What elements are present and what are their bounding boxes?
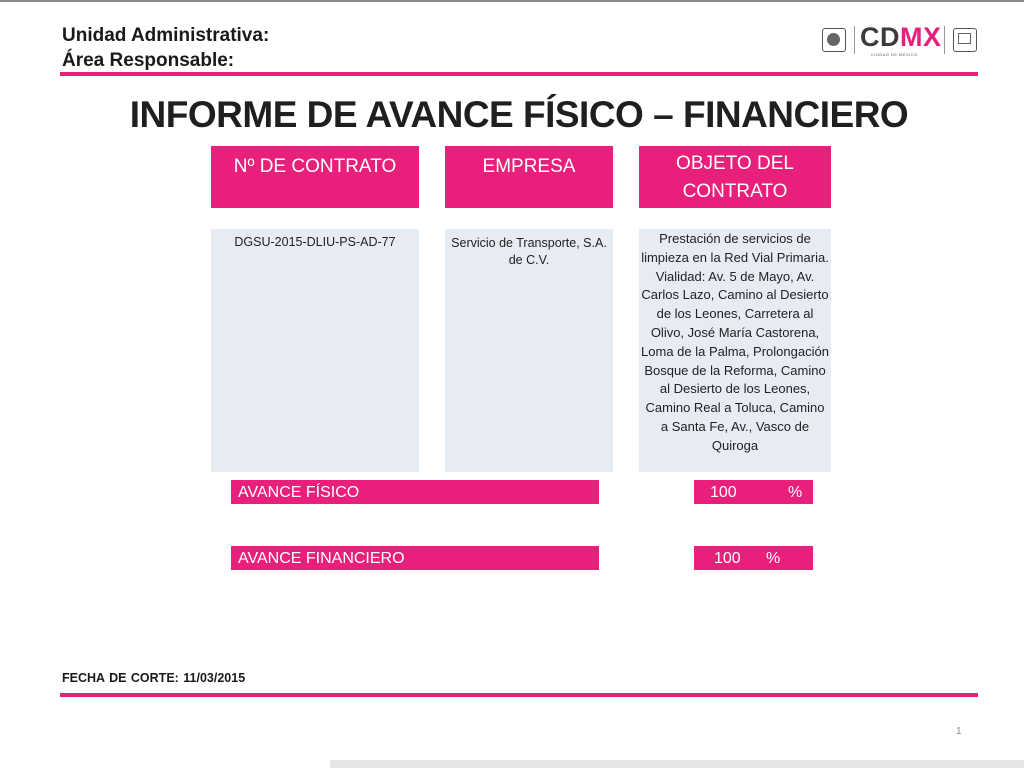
avance-financiero-number: 100	[714, 550, 741, 567]
unidad-administrativa-label: Unidad Administrativa:	[62, 25, 270, 46]
bottom-shadow	[330, 760, 1024, 768]
cdmx-logo: CDMX	[860, 22, 942, 52]
avance-financiero-unit: %	[766, 550, 781, 567]
avance-fisico-label: AVANCE FÍSICO	[231, 480, 599, 504]
avance-fisico-number: 100	[710, 484, 737, 501]
top-border	[0, 0, 1024, 2]
logo-divider	[854, 26, 855, 54]
fecha-de-corte: FECHA DE CORTE: 11/03/2015	[62, 671, 246, 685]
header-divider	[60, 72, 978, 76]
avance-financiero-value	[694, 546, 813, 570]
objeto-value: Prestación de servicios de limpieza en la Red Vial Primaria. Vialidad: Av. 5 de Mayo, Av. Carlos Lazo, Camino al Desierto de los Leones, Carretera al Olivo, José María Castorena, Loma de la Palma, Prolongación Bosque de la Reforma, Camino al Desierto de los Leones, Camino Real a Toluca, Camino a Santa Fe, Av., Vasco de Quiroga	[639, 229, 831, 472]
objeto-column-header: OBJETO DEL CONTRATO	[639, 146, 831, 208]
contrato-value: DGSU-2015-DLIU-PS-AD-77	[211, 229, 419, 472]
empresa-column-header: EMPRESA	[445, 146, 613, 208]
avance-fisico-unit: %	[788, 484, 803, 501]
government-seal-icon	[822, 28, 846, 52]
area-responsable-label: Área Responsable:	[62, 50, 235, 71]
secretaria-seal-icon	[953, 28, 977, 52]
cdmx-logo-subtitle: CIUDAD DE MÉXICO	[871, 52, 918, 57]
logo-divider	[944, 26, 945, 54]
footer-divider	[60, 693, 978, 697]
contrato-column-header: Nº DE CONTRATO	[211, 146, 419, 208]
page-number: 1	[956, 726, 962, 737]
empresa-value: Servicio de Transporte, S.A. de C.V.	[445, 229, 613, 472]
avance-financiero-label: AVANCE FINANCIERO	[231, 546, 599, 570]
header-logos	[822, 24, 978, 58]
avance-fisico-value	[694, 480, 813, 504]
page-title: INFORME DE AVANCE FÍSICO – FINANCIERO	[129, 94, 909, 135]
